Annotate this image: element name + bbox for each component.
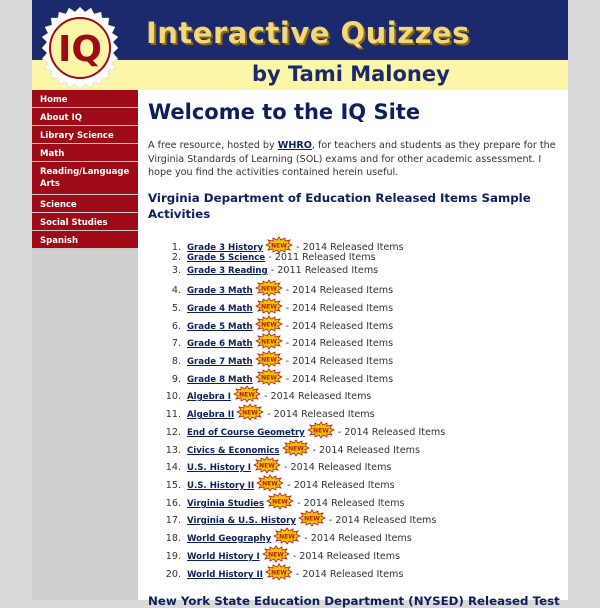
list-item (148, 528, 412, 542)
activity-link[interactable]: Algebra I (187, 392, 231, 402)
sidebar-item-home[interactable]: Home (32, 90, 138, 108)
list-item-number: 2. (171, 252, 181, 263)
list-item-number: 4. (171, 285, 181, 296)
sidebar-item-science[interactable]: Science (32, 195, 138, 213)
list-item-number: 14. (165, 462, 181, 473)
section-heading: Virginia Department of Education Released Items Sample Activities (148, 191, 531, 221)
list-item-number: 12. (165, 427, 181, 438)
list-item (148, 251, 376, 265)
list-item-number: 18. (165, 533, 181, 544)
release-note: - 2014 Released Items (328, 515, 437, 526)
intro-text-after: , for teachers and students as they prepare for the Virginia Standards of Learning (SOL) exams and for other academic assessment. I hope you find the activities contained herein useful. (148, 140, 556, 179)
activity-link[interactable]: Grade 7 Math (187, 357, 253, 367)
sidebar-item-reading-language-arts[interactable]: Reading/Language Arts (32, 162, 138, 195)
sidebar-item-social-studies[interactable]: Social Studies (32, 213, 138, 231)
sidebar-item-about-iq[interactable]: About IQ (32, 108, 138, 126)
iq-logo-seal[interactable] (38, 6, 122, 90)
new-badge-icon (299, 510, 325, 526)
new-badge-label: NEW (271, 242, 288, 250)
release-note: - 2014 Released Items (304, 533, 412, 544)
activity-link[interactable]: Civics & Economics (187, 446, 280, 456)
activity-link[interactable]: End of Course Geometry (187, 428, 305, 438)
release-note: - 2014 Released Items (285, 374, 394, 385)
release-note: - 2014 Released Items (263, 391, 372, 402)
activity-link[interactable]: World History I (187, 552, 260, 562)
list-item-number: 3. (171, 265, 181, 276)
activity-link[interactable]: Grade 5 Science (187, 253, 266, 263)
list-item (148, 298, 393, 312)
list-item-number: 13. (165, 445, 181, 456)
sidebar-item-math[interactable]: Math (32, 144, 138, 162)
new-badge-icon (254, 457, 280, 473)
release-note: - 2014 Released Items (285, 356, 394, 367)
new-badge-label: NEW (260, 285, 277, 293)
new-badge-label: NEW (287, 445, 304, 453)
main-content (138, 90, 568, 608)
new-badge-label: NEW (312, 427, 329, 435)
release-note: - 2014 Released Items (285, 321, 394, 332)
list-item (148, 422, 445, 436)
activity-link[interactable]: U.S. History II (187, 481, 255, 491)
new-badge-label: NEW (260, 303, 277, 311)
intro-text-before: A free resource, hosted by (148, 140, 278, 151)
sidebar-nav (32, 90, 138, 600)
activity-link[interactable]: Grade 4 Math (187, 304, 253, 314)
list-item-number: 8. (171, 356, 181, 367)
list-item (148, 264, 378, 278)
list-item (148, 457, 391, 471)
list-item-number: 7. (171, 338, 181, 349)
new-badge-icon (237, 404, 263, 420)
list-item (148, 316, 393, 330)
list-item (148, 546, 400, 560)
new-badge-icon (267, 493, 293, 509)
list-item (148, 440, 420, 454)
activity-link[interactable]: U.S. History I (187, 463, 251, 473)
list-item-number: 10. (165, 391, 181, 402)
list-item (148, 237, 404, 251)
release-note: - 2014 Released Items (283, 462, 392, 473)
whro-link[interactable]: WHRO (277, 140, 312, 151)
release-note: - 2014 Released Items (312, 445, 420, 456)
activity-link[interactable]: Grade 3 Reading (187, 266, 268, 276)
list-item-number: 6. (171, 321, 181, 332)
page-title: Welcome to the IQ Site (148, 100, 421, 124)
new-badge-icon (263, 546, 289, 562)
activity-link[interactable]: Grade 3 History (187, 243, 264, 253)
new-badge-icon (274, 528, 300, 544)
activity-link[interactable]: Virginia & U.S. History (187, 516, 296, 526)
new-badge-label: NEW (279, 533, 296, 541)
list-item-number: 1. (171, 242, 181, 253)
list-item (148, 351, 393, 365)
activity-link[interactable]: World Geography (187, 534, 272, 544)
list-item-number: 17. (165, 515, 181, 526)
svg-text:IQ: IQ (58, 29, 102, 70)
new-badge-label: NEW (260, 321, 277, 329)
activity-link[interactable]: Algebra II (187, 410, 235, 420)
site-title: Interactive Quizzes (146, 16, 470, 50)
new-badge-label: NEW (262, 480, 279, 488)
sidebar-item-spanish[interactable]: Spanish (32, 231, 138, 249)
new-badge-icon (256, 280, 282, 296)
sidebar-item-library-science[interactable]: Library Science (32, 126, 138, 144)
new-badge-label: NEW (260, 356, 277, 364)
list-item (148, 564, 403, 578)
new-badge-label: NEW (260, 374, 277, 382)
new-badge-icon (256, 316, 282, 332)
next-section-heading: New York State Education Department (NYSED) Released Test (148, 594, 560, 608)
new-badge-label: NEW (304, 515, 320, 523)
new-badge-icon (266, 564, 292, 580)
list-item (148, 493, 405, 507)
activity-link[interactable]: Grade 6 Math (187, 339, 253, 349)
release-note: - 2011 Released Items (270, 265, 379, 276)
list-item (148, 280, 393, 294)
list-item-number: 16. (165, 498, 181, 509)
list-item (148, 510, 436, 524)
site-banner (32, 0, 568, 90)
list-item-number: 9. (171, 374, 181, 385)
new-badge-icon (283, 440, 309, 456)
list-item (148, 333, 393, 347)
list-item (148, 475, 395, 489)
release-note: - 2014 Released Items (297, 498, 405, 509)
new-badge-icon (256, 298, 282, 314)
new-badge-label: NEW (271, 569, 287, 577)
new-badge-icon (256, 333, 282, 349)
list-item (148, 404, 375, 418)
release-note: - 2014 Released Items (287, 480, 395, 491)
activity-link[interactable]: Grade 3 Math (187, 286, 253, 296)
release-note: - 2011 Released Items (268, 252, 376, 263)
release-note: - 2014 Released Items (296, 242, 404, 253)
release-note: - 2014 Released Items (292, 551, 401, 562)
release-note: - 2014 Released Items (285, 338, 394, 349)
page-container (32, 0, 568, 608)
release-note: - 2014 Released Items (285, 285, 394, 296)
activity-link[interactable]: Virginia Studies (187, 499, 265, 509)
release-note: - 2014 Released Items (285, 303, 394, 314)
release-note: - 2014 Released Items (267, 409, 375, 420)
new-badge-icon (257, 475, 283, 491)
new-badge-icon (234, 386, 260, 402)
new-badge-label: NEW (259, 462, 275, 470)
list-item-number: 11. (165, 409, 181, 420)
new-badge-label: NEW (260, 338, 277, 346)
release-note: - 2014 Released Items (295, 569, 404, 580)
release-note: - 2014 Released Items (337, 427, 446, 438)
intro-paragraph (148, 139, 560, 180)
new-badge-label: NEW (267, 551, 284, 559)
activity-link[interactable]: Grade 8 Math (187, 375, 253, 385)
new-badge-label: NEW (239, 391, 255, 399)
list-item (148, 369, 393, 383)
new-badge-label: NEW (242, 409, 259, 417)
new-badge-label: NEW (272, 498, 288, 506)
activity-link[interactable]: Grade 5 Math (187, 322, 253, 332)
new-badge-icon (256, 351, 282, 367)
site-author: by Tami Maloney (252, 62, 450, 86)
activity-link[interactable]: World History II (187, 570, 263, 580)
list-item-number: 20. (165, 569, 181, 580)
new-badge-icon (256, 369, 282, 385)
list-item-number: 5. (171, 303, 181, 314)
new-badge-icon (308, 422, 334, 438)
list-item-number: 19. (165, 551, 181, 562)
list-item-number: 15. (165, 480, 181, 491)
list-item (148, 386, 371, 400)
